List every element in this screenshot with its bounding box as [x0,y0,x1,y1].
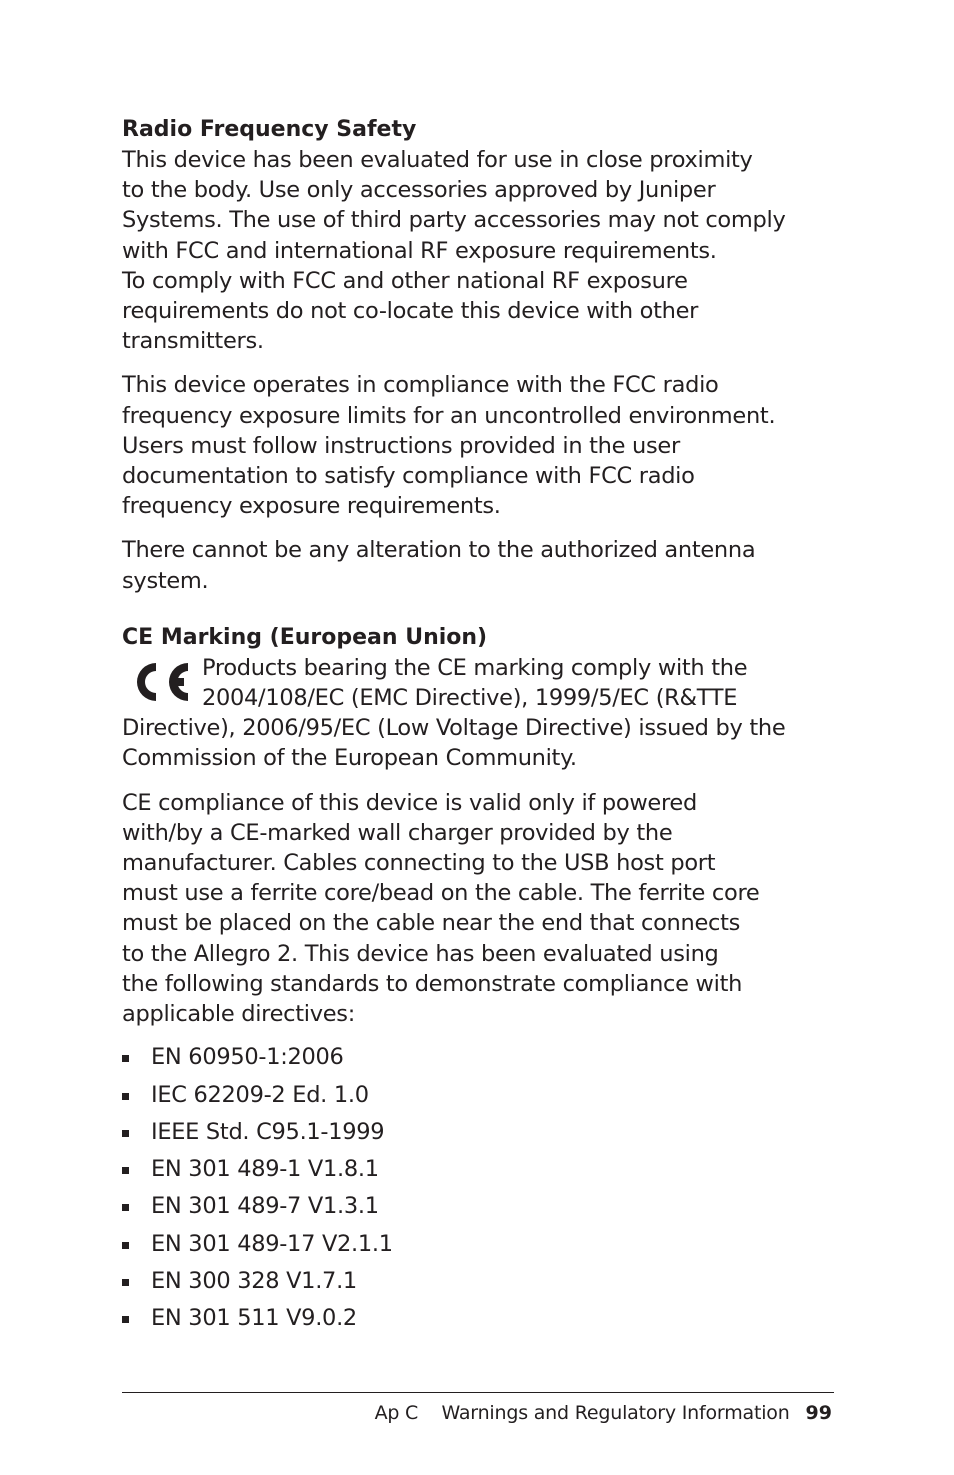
list-item [122,1230,834,1267]
text-line: Products bearing the CE marking comply with the [202,654,748,681]
text-line: Users must follow instructions provided in the user [122,432,680,459]
text-line: the following standards to demonstrate compliance with [122,970,743,997]
list-item [122,1155,834,1192]
bullet-square-icon [122,1167,129,1174]
spacer [122,521,834,535]
standard-label: IEC 62209-2 Ed. 1.0 [151,1081,369,1108]
list-item [122,1267,834,1304]
list-item [122,1304,834,1341]
text-line: to the Allegro 2. This device has been evaluated using [122,940,719,967]
page-content [122,115,834,1342]
list-item [122,1192,834,1229]
text-line: frequency exposure requirements. [122,493,501,520]
standard-label: EN 300 328 V1.7.1 [151,1268,357,1295]
rf-safety-paragraph-3 [122,535,834,595]
text-line: frequency exposure limits for an uncontrolled environment. [122,402,776,429]
standard-label: EN 301 511 V9.0.2 [151,1305,357,1332]
text-line: documentation to satisfy compliance with FCC radio [122,463,695,490]
bullet-square-icon [122,1279,129,1286]
text-line: To comply with FCC and other national RF exposure [122,267,688,294]
text-line: 2004/108/EC (EMC Directive), 1999/5/EC (R&TTE [202,685,738,712]
spacer [122,1029,834,1043]
page-number: 99 [805,1402,832,1424]
bullet-square-icon [122,1130,129,1137]
rf-safety-paragraph-1 [122,145,834,356]
bullet-square-icon [122,1242,129,1249]
spacer [122,356,834,370]
text-line: Commission of the European Community. [122,745,577,772]
spacer [122,774,834,788]
text-line: with FCC and international RF exposure requirements. [122,237,717,264]
bullet-square-icon [122,1316,129,1323]
text-line: This device has been evaluated for use in close proximity [122,147,753,173]
text-line: manufacturer. Cables connecting to the USB host port [122,850,716,877]
text-line: to the body. Use only accessories approved by Juniper [122,177,716,204]
text-line: Directive), 2006/95/EC (Low Voltage Directive) issued by the [122,715,786,742]
list-item [122,1081,834,1118]
text-line: applicable directives: [122,1001,355,1028]
list-item [122,1043,834,1080]
text-line: transmitters. [122,328,264,355]
ce-marking-paragraph-1 [122,653,834,774]
text-line: must use a ferrite core/bead on the cable. The ferrite core [122,880,760,907]
standard-label: EN 301 489-7 V1.3.1 [151,1193,379,1220]
standard-label: EN 301 489-1 V1.8.1 [151,1156,379,1183]
bullet-square-icon [122,1055,129,1062]
text-line: system. [122,567,209,594]
standard-label: IEEE Std. C95.1-1999 [151,1118,385,1145]
ce-logo-icon [126,659,192,705]
bullet-square-icon [122,1204,129,1211]
standard-label: EN 60950-1:2006 [151,1044,344,1071]
bullet-square-icon [122,1093,129,1100]
text-line: There cannot be any alteration to the authorized antenna [122,537,756,564]
text-line: with/by a CE-marked wall charger provided by the [122,819,673,846]
footer-divider [122,1392,834,1393]
page-footer [375,1400,832,1426]
ce-marking-paragraph-2 [122,788,834,1030]
rf-safety-paragraph-2 [122,370,834,521]
spacer [122,596,834,623]
text-line: must be placed on the cable near the end that connects [122,910,741,937]
rf-safety-heading: Radio Frequency Safety [122,117,417,142]
text-line: requirements do not co-locate this device with other [122,298,699,325]
list-item [122,1118,834,1155]
standard-label: EN 301 489-17 V2.1.1 [151,1230,393,1257]
text-line: This device operates in compliance with the FCC radio [122,372,719,399]
standards-list [122,1043,834,1341]
footer-section-label: Ap C Warnings and Regulatory Information [374,1402,790,1424]
text-line: CE compliance of this device is valid only if powered [122,789,697,816]
text-line: Systems. The use of third party accessories may not comply [122,207,786,234]
ce-marking-heading: CE Marking (European Union) [122,624,488,650]
